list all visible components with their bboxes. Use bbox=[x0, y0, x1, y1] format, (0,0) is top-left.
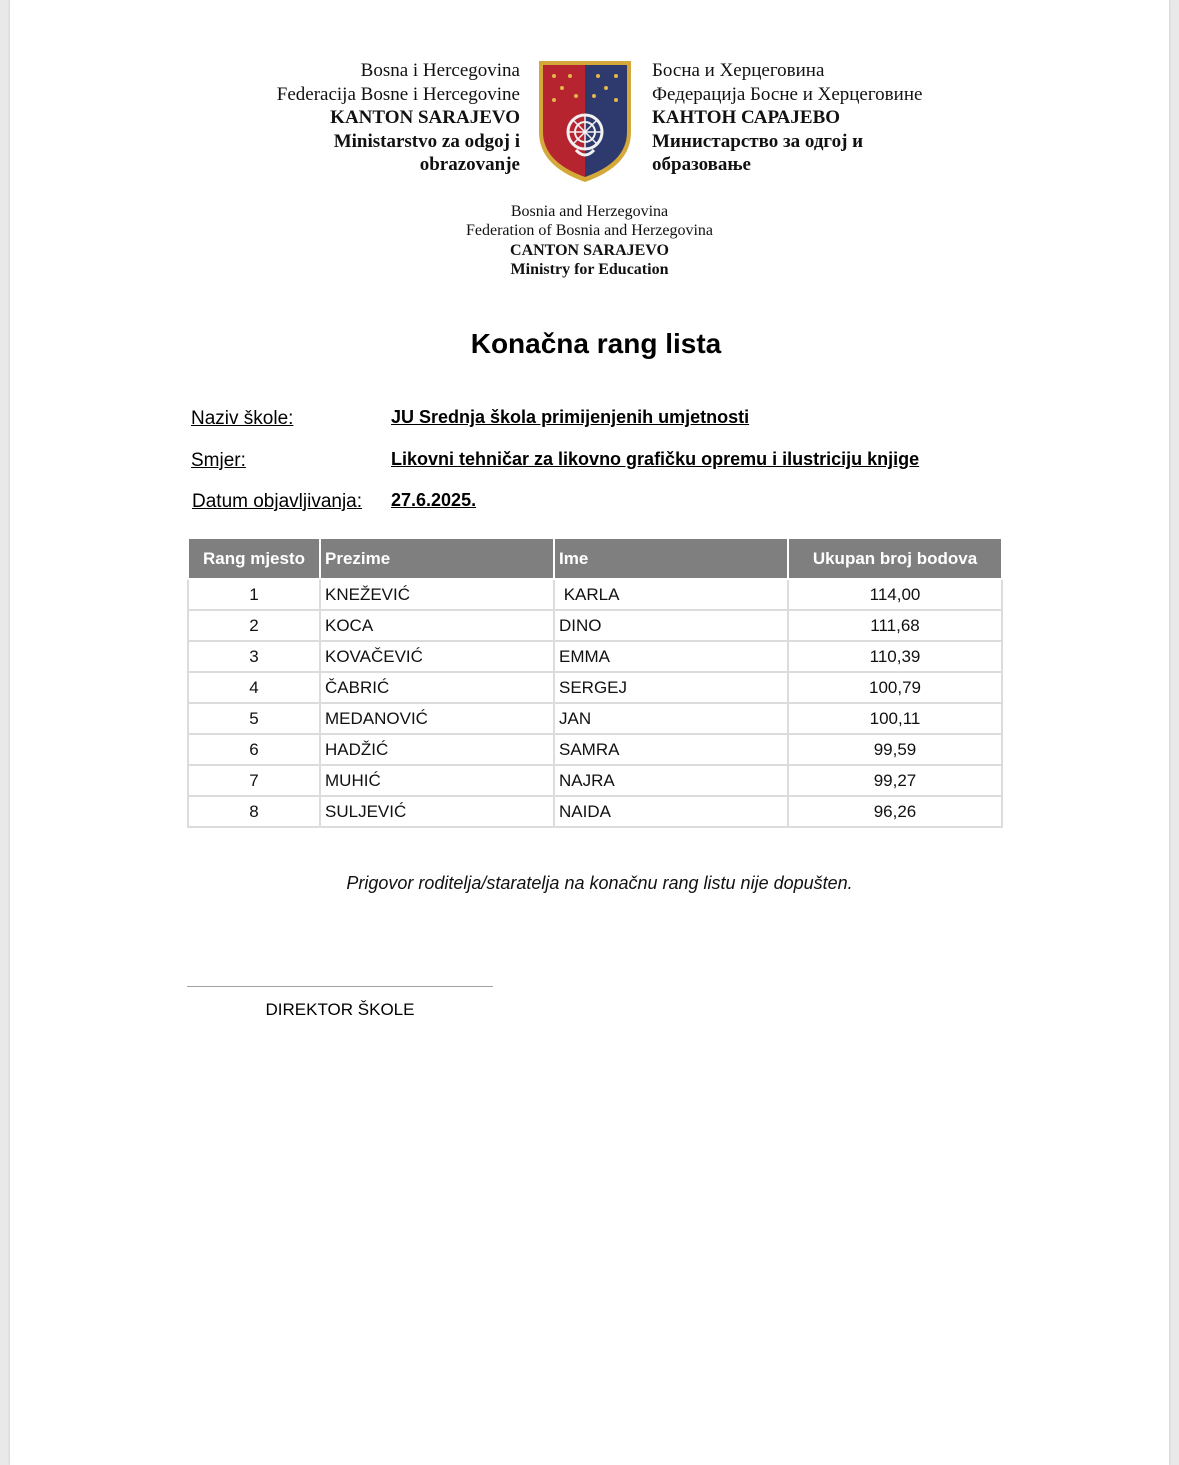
cell-points: 99,59 bbox=[788, 734, 1002, 765]
cell-surname: HADŽIĆ bbox=[320, 734, 554, 765]
cell-rank: 7 bbox=[188, 765, 320, 796]
cell-rank: 1 bbox=[188, 579, 320, 610]
cell-name: EMMA bbox=[554, 641, 788, 672]
cell-rank: 5 bbox=[188, 703, 320, 734]
column-header-surname: Prezime bbox=[320, 538, 554, 579]
header-center-block bbox=[10, 202, 1169, 279]
cell-surname: KOVAČEVIĆ bbox=[320, 641, 554, 672]
table-row bbox=[188, 765, 1002, 796]
cell-surname: MEDANOVIĆ bbox=[320, 703, 554, 734]
cell-rank: 8 bbox=[188, 796, 320, 827]
header-left-block bbox=[190, 59, 520, 177]
header-center-line: Ministry for Education bbox=[510, 260, 669, 278]
cell-surname: KOCA bbox=[320, 610, 554, 641]
table-header-row bbox=[188, 538, 1002, 579]
cell-rank: 6 bbox=[188, 734, 320, 765]
cell-name: NAJRA bbox=[554, 765, 788, 796]
header-right-block bbox=[652, 59, 1012, 177]
cell-points: 114,00 bbox=[788, 579, 1002, 610]
table-row bbox=[188, 610, 1002, 641]
cell-name: SERGEJ bbox=[554, 672, 788, 703]
column-header-rank: Rang mjesto bbox=[188, 538, 320, 579]
cell-name: SAMRA bbox=[554, 734, 788, 765]
column-header-name: Ime bbox=[554, 538, 788, 579]
header-left-line: Federacija Bosne i Hercegovine bbox=[276, 83, 520, 105]
cell-name: KARLA bbox=[554, 579, 788, 610]
table-row bbox=[188, 796, 1002, 827]
header-center-line: CANTON SARAJEVO bbox=[510, 241, 669, 259]
cell-surname: SULJEVIĆ bbox=[320, 796, 554, 827]
table-row bbox=[188, 579, 1002, 610]
cell-rank: 3 bbox=[188, 641, 320, 672]
cell-surname: KNEŽEVIĆ bbox=[320, 579, 554, 610]
header-right-line: КАНТОН САРАЈЕВО bbox=[652, 107, 841, 128]
cell-surname: MUHIĆ bbox=[320, 765, 554, 796]
cell-points: 111,68 bbox=[788, 610, 1002, 641]
page-title: Konačna rang lista bbox=[470, 328, 722, 359]
signature-label: DIREKTOR ŠKOLE bbox=[265, 1000, 415, 1019]
header-right-line: Босна и Херцеговина bbox=[652, 60, 825, 81]
header-left-line: obrazovanje bbox=[419, 154, 520, 175]
cell-surname: ČABRIĆ bbox=[320, 672, 554, 703]
date-value: 27.6.2025. bbox=[391, 490, 477, 510]
header-right-line: Федерација Босне и Херцеговине bbox=[652, 83, 923, 105]
cell-points: 96,26 bbox=[788, 796, 1002, 827]
table-row bbox=[188, 641, 1002, 672]
column-header-points: Ukupan broj bodova bbox=[788, 538, 1002, 579]
header-left-line: KANTON SARAJEVO bbox=[330, 107, 520, 128]
cell-points: 100,79 bbox=[788, 672, 1002, 703]
objection-note: Prigovor roditelja/staratelja na konačnu rang listu nije dopušten. bbox=[346, 873, 853, 893]
signature-line bbox=[187, 986, 493, 987]
cell-points: 99,27 bbox=[788, 765, 1002, 796]
ranking-table bbox=[187, 537, 1003, 828]
school-value: JU Srednja škola primijenjenih umjetnosti bbox=[391, 407, 750, 427]
table-row bbox=[188, 734, 1002, 765]
cell-name: NAIDA bbox=[554, 796, 788, 827]
school-label: Naziv škole: bbox=[191, 408, 294, 429]
canton-sarajevo-crest-icon bbox=[536, 58, 634, 186]
date-label: Datum objavljivanja: bbox=[192, 491, 363, 512]
course-label: Smjer: bbox=[191, 450, 246, 471]
header-left-line: Ministarstvo za odgoj i bbox=[333, 130, 520, 152]
header-right-line: образовање bbox=[652, 154, 751, 175]
cell-name: DINO bbox=[554, 610, 788, 641]
cell-points: 100,11 bbox=[788, 703, 1002, 734]
table-row bbox=[188, 672, 1002, 703]
table-row bbox=[188, 703, 1002, 734]
header-center-line: Bosnia and Herzegovina bbox=[510, 203, 669, 220]
cell-rank: 2 bbox=[188, 610, 320, 641]
header-center-line: Federation of Bosnia and Herzegovina bbox=[465, 222, 714, 240]
header-left-line: Bosna i Hercegovina bbox=[360, 60, 520, 81]
course-value: Likovni tehničar za likovno grafičku opremu i ilustriciju knjige bbox=[391, 449, 920, 469]
cell-points: 110,39 bbox=[788, 641, 1002, 672]
header-right-line: Министарство за одгој и bbox=[652, 130, 864, 152]
cell-rank: 4 bbox=[188, 672, 320, 703]
document-page bbox=[10, 0, 1169, 1465]
cell-name: JAN bbox=[554, 703, 788, 734]
